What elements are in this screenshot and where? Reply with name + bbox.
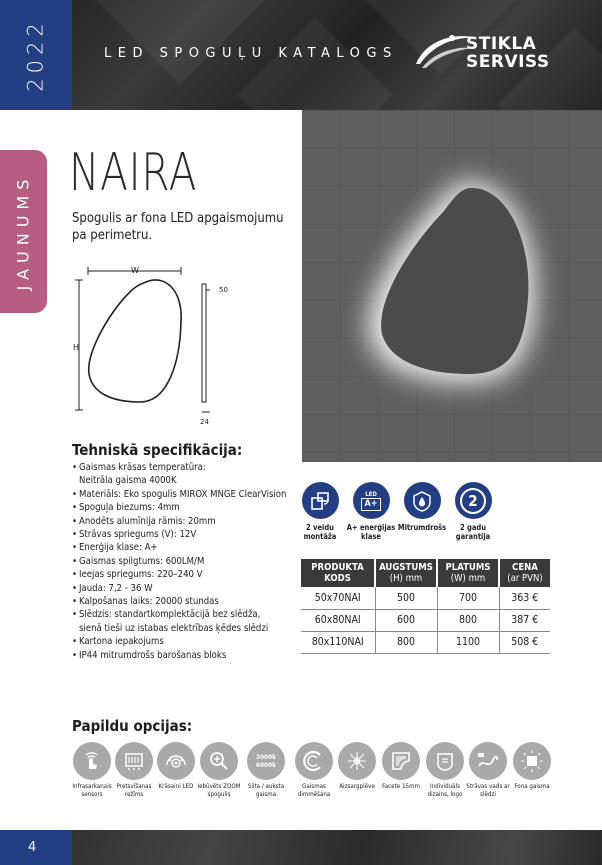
cell-width: 700 bbox=[437, 587, 499, 609]
height-label: H bbox=[73, 343, 80, 352]
option-film: Aizsargplēve bbox=[331, 742, 383, 791]
backlight-icon bbox=[519, 748, 545, 774]
feature-mounting: 2 veidu montāža bbox=[290, 482, 350, 541]
warm-cold-light-icon: 3000k 6000k bbox=[247, 742, 285, 780]
header-width: PLATUMS (W) mm bbox=[437, 559, 499, 587]
feature-waterproof: Mitrumdrošs bbox=[392, 482, 452, 532]
header-price: CENA (ar PVN) bbox=[499, 559, 550, 587]
shatter-film-icon bbox=[345, 749, 369, 773]
options-heading: Papildu opcijas: bbox=[72, 717, 193, 735]
cell-price: 508 € bbox=[499, 631, 550, 653]
zoom-mirror-icon bbox=[207, 749, 231, 773]
table-row bbox=[301, 631, 550, 653]
dimension-diagram bbox=[70, 262, 240, 432]
cell-code: 60x80NAI bbox=[301, 609, 375, 631]
header-code: PRODUKTA KODS bbox=[301, 559, 375, 587]
cell-price: 387 € bbox=[499, 609, 550, 631]
option-infrared: Infrasarkanais sensors bbox=[66, 742, 118, 798]
option-zoom: Iebūvēts ZOOM spogulis bbox=[193, 742, 245, 798]
catalog-title: LED SPOGUĻU KATALOGS bbox=[104, 46, 398, 61]
option-facet: Facete 15mm bbox=[375, 742, 427, 791]
anti-fog-icon bbox=[122, 749, 146, 773]
feature-energy: LED A+ A+ enerģijas klase bbox=[341, 482, 401, 541]
width-label: W bbox=[131, 266, 139, 275]
header-height: AUGSTUMS (H) mm bbox=[375, 559, 437, 587]
table-row bbox=[301, 609, 550, 631]
new-tab: JAUNUMS bbox=[0, 150, 47, 313]
spec-item: • Kartona iepakojums bbox=[72, 635, 307, 648]
thickness-label: 24 bbox=[200, 418, 209, 426]
feature-warranty: 2 2 gadu garantija bbox=[443, 482, 503, 541]
cable-switch-icon bbox=[475, 748, 501, 774]
rotate-mount-icon bbox=[309, 490, 331, 512]
spec-item: • IP44 mitrumdrošs barošanas bloks bbox=[72, 649, 307, 662]
depth-label: 50 bbox=[219, 286, 228, 294]
facet-icon bbox=[389, 749, 413, 773]
cell-price: 363 € bbox=[499, 587, 550, 609]
option-custom: Individuāls dizains, logo bbox=[419, 742, 471, 798]
cell-code: 50x70NAI bbox=[301, 587, 375, 609]
color-led-icon bbox=[163, 748, 189, 774]
product-name: NAIRA bbox=[69, 143, 198, 203]
cell-width: 1100 bbox=[437, 631, 499, 653]
spec-item: • Strāvas spriegums (V): 12V bbox=[72, 528, 307, 541]
page-number: 4 bbox=[28, 840, 37, 855]
option-cable-switch: Strāvas vads ar slēdzi bbox=[462, 742, 514, 798]
spec-item: • Ieejas spriegums: 220–240 V bbox=[72, 568, 307, 581]
spec-item: • Anodēts alumīnija rāmis: 20mm bbox=[72, 515, 307, 528]
option-backlight: Fona gaisma bbox=[506, 742, 558, 791]
spec-list bbox=[72, 461, 307, 662]
brand-line2: SERVISS bbox=[466, 52, 550, 72]
warranty-icon: 2 bbox=[455, 482, 492, 519]
table-header-row bbox=[301, 559, 550, 587]
spec-item: • Spoguļa biezums: 4mm bbox=[72, 501, 307, 514]
spec-item: • Enerģija klase: A+ bbox=[72, 541, 307, 554]
option-antifog: Pretsvīšanas režīms bbox=[108, 742, 160, 798]
dimming-icon bbox=[302, 749, 326, 773]
spec-item: • Gaismas spilgtums: 600LM/M bbox=[72, 555, 307, 568]
cell-height: 800 bbox=[375, 631, 437, 653]
option-dimming: Gaismas dimmēšana bbox=[288, 742, 340, 798]
spec-item: • Gaismas krāsas temperatūra: Neitrāla gaisma 4000K bbox=[72, 461, 307, 488]
spec-item: • Materiāls: Eko spogulis MIROX MNGE ClearVision bbox=[72, 488, 307, 501]
cell-height: 600 bbox=[375, 609, 437, 631]
cell-width: 800 bbox=[437, 609, 499, 631]
cell-height: 500 bbox=[375, 587, 437, 609]
cell-code: 80x110NAI bbox=[301, 631, 375, 653]
water-drop-icon bbox=[410, 489, 434, 513]
option-color-led: Krāsaini LED bbox=[150, 742, 202, 791]
energy-class-icon: LED A+ bbox=[353, 482, 390, 519]
product-photo bbox=[302, 110, 602, 462]
brand-logo bbox=[412, 22, 562, 82]
spec-item: • Kalpošanas laiks: 20000 stundas bbox=[72, 595, 307, 608]
spec-item: • Jauda: 7,2 - 36 W bbox=[72, 582, 307, 595]
footer-bar bbox=[0, 830, 602, 865]
spec-item: • Slēdzis: standartkomplektācijā bez slēdža, sienā tieši uz istabas elektrības ķēdes slēdzi bbox=[72, 608, 307, 635]
product-subtitle: Spogulis ar fona LED apgaismojumu pa perimetru. bbox=[72, 211, 284, 243]
infrared-sensor-icon bbox=[80, 749, 104, 773]
brand-line1: STIKLA bbox=[466, 34, 537, 54]
table-row bbox=[301, 587, 550, 609]
spec-heading: Tehniskā specifikācija: bbox=[72, 441, 243, 459]
price-table bbox=[301, 559, 550, 654]
custom-design-icon bbox=[433, 749, 457, 773]
option-warm-cold: 3000k 6000k Silta / auksta gaisma bbox=[240, 742, 292, 798]
year-label: 2022 bbox=[24, 18, 49, 92]
